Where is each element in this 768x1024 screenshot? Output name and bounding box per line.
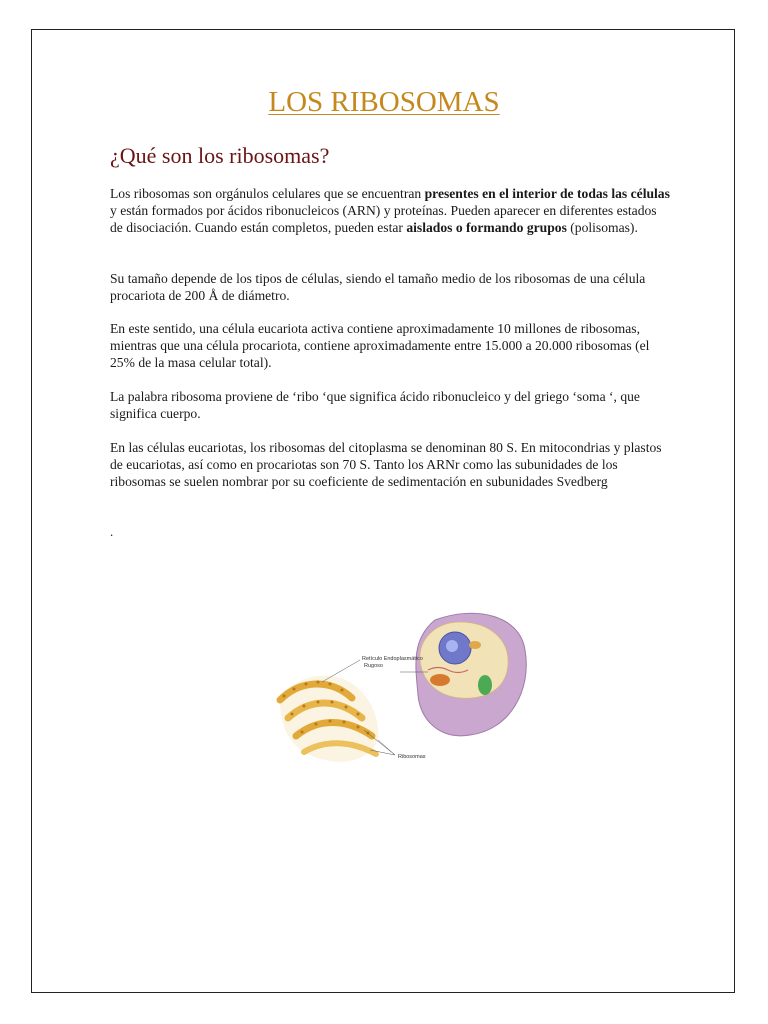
trailing-dot: . [110, 524, 114, 539]
paragraph-3: En este sentido, una célula eucariota activa contiene aproximadamente 10 millones de ribosomas, mientras que una célula procariota, contiene aproximadamente entre 15.000 a 20.000 ribosomas (el 25% de la masa celular total). [110, 321, 650, 370]
section-heading: ¿Qué son los ribosomas? [110, 143, 330, 168]
page-border [31, 29, 735, 993]
paragraph-2: Su tamaño depende de los tipos de células, siendo el tamaño medio de los ribosomas de una célula procariota de 200 Å de diámetro. [110, 271, 646, 303]
p1-bold-d: aislados o formando grupos [406, 219, 567, 235]
page-title: LOS RIBOSOMAS [268, 86, 500, 118]
paragraph-4: La palabra ribosoma proviene de ‘ribo ‘que significa ácido ribonucleico y del griego ‘soma ‘, que significa cuerpo. [110, 389, 640, 421]
er-label: Retículo Endoplasmático [362, 656, 423, 662]
paragraph-1 [110, 186, 670, 236]
cell-illustration [260, 600, 540, 780]
paragraph-5: En las células eucariotas, los ribosomas del citoplasma se denominan 80 S. En mitocondrias y plastos de eucariotas, así como en procariotas son 70 S. Tanto los ARNr como las subunidades de los ribosomas se suelen nombrar por su coeficiente de sedimentación en subunidades Svedberg [110, 440, 662, 489]
er-label-2: Rugoso [364, 663, 383, 669]
p1-text-e: (polisomas). [566, 219, 638, 235]
p1-text-c: y están formados por ácidos ribonucleicos (ARN) y proteínas. Pueden aparecer en diferentes estados de disociación. Cuando están completos, pueden estar [110, 202, 657, 235]
ribosomes-label: Ribosomas [398, 754, 426, 760]
p1-bold-b: presentes en el interior de todas las células [424, 186, 670, 201]
p1-text-a: Los ribosomas son orgánulos celulares que se encuentran [110, 186, 425, 201]
rough-er-fragment [280, 676, 378, 762]
cell-body [416, 613, 526, 736]
